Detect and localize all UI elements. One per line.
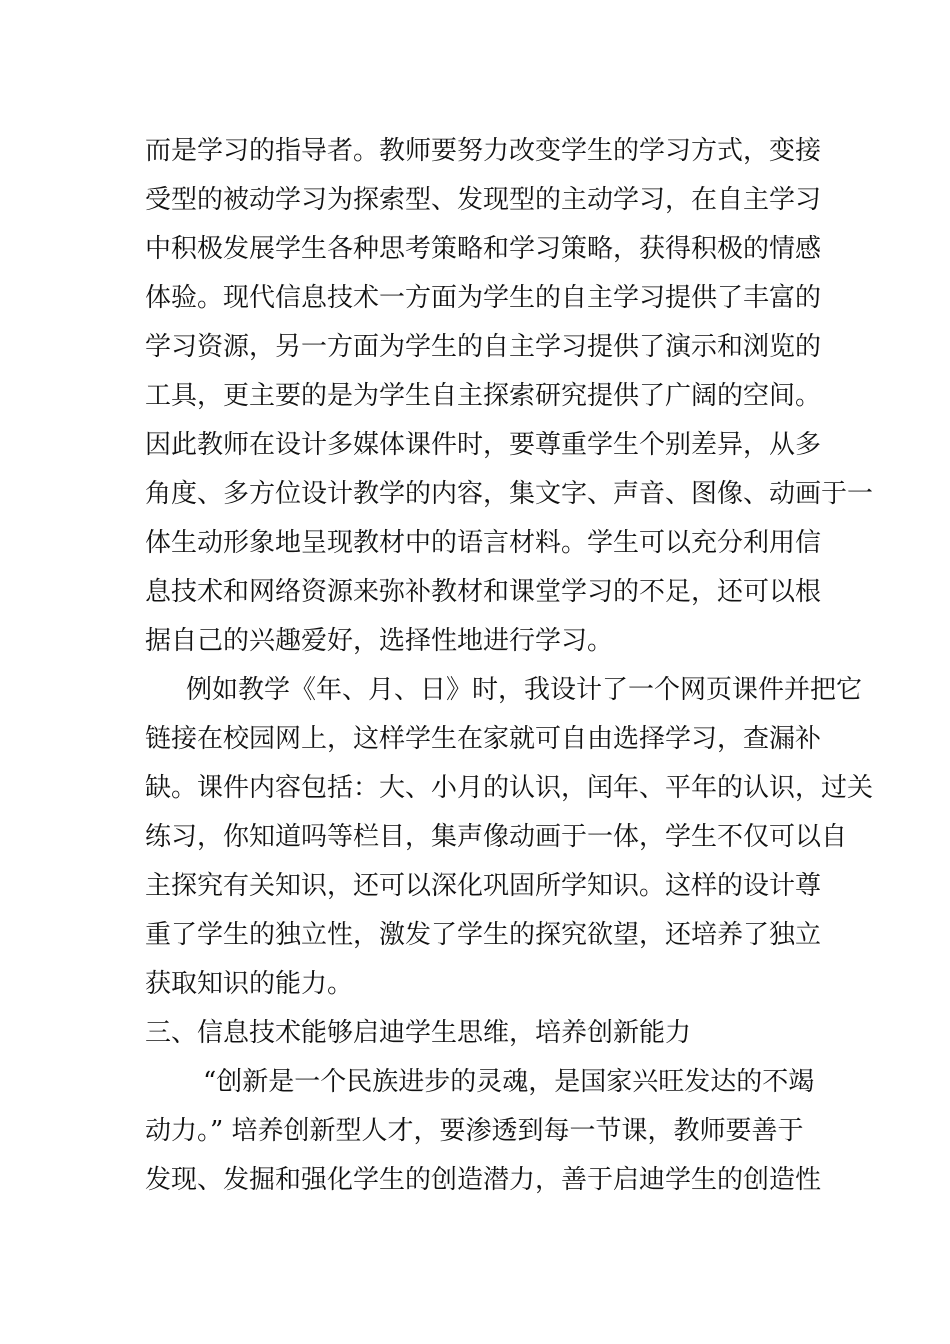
text-line: 链接在校园网上，这样学生在家就可自由选择学习，查漏补 xyxy=(145,724,822,754)
text-line: 练习，你知道吗等栏目，集声像动画于一体，学生不仅可以自 xyxy=(145,822,848,852)
text-line: “创新是一个民族进步的灵魂，是国家兴旺发达的不竭 xyxy=(203,1067,815,1097)
text-line: 工具，更主要的是为学生自主探索研究提供了广阔的空间。 xyxy=(145,381,822,411)
text-line: 重了学生的独立性，激发了学生的探究欲望，还培养了独立 xyxy=(145,920,822,950)
section-heading: 三、信息技术能够启迪学生思维，培养创新能力 xyxy=(145,1018,692,1048)
text-line: 体验。现代信息技术一方面为学生的自主学习提供了丰富的 xyxy=(145,283,822,313)
paragraph-3 xyxy=(145,1058,822,1205)
paragraph-1 xyxy=(145,127,874,666)
text-line: 据自己的兴趣爱好，选择性地进行学习。 xyxy=(145,626,614,656)
text-line: 体生动形象地呈现教材中的语言材料。学生可以充分利用信 xyxy=(145,528,822,558)
text-line: 主探究有关知识，还可以深化巩固所学知识。这样的设计尊 xyxy=(145,871,822,901)
text-line: 角度、多方位设计教学的内容，集文字、声音、图像、动画于一 xyxy=(145,479,874,509)
text-line: 发现、发掘和强化学生的创造潜力，善于启迪学生的创造性 xyxy=(145,1165,822,1195)
text-line: 学习资源，另一方面为学生的自主学习提供了演示和浏览的 xyxy=(145,332,822,362)
paragraph-2 xyxy=(145,666,874,1009)
text-line: 获取知识的能力。 xyxy=(145,969,354,999)
text-line: 例如教学《年、月、日》时，我设计了一个网页课件并把它 xyxy=(186,675,863,705)
text-line: 息技术和网络资源来弥补教材和课堂学习的不足，还可以根 xyxy=(145,577,822,607)
document-body xyxy=(145,127,874,1205)
text-line: 而是学习的指导者。教师要努力改变学生的学习方式，变接 xyxy=(145,136,822,166)
text-line: 因此教师在设计多媒体课件时，要尊重学生个别差异，从多 xyxy=(145,430,822,460)
text-line: 动力。” 培养创新型人才，要渗透到每一节课，教师要善于 xyxy=(145,1116,804,1146)
text-line: 缺。课件内容包括：大、小月的认识，闰年、平年的认识，过关 xyxy=(145,773,874,803)
text-line: 中积极发展学生各种思考策略和学习策略，获得积极的情感 xyxy=(145,234,822,264)
text-line: 受型的被动学习为探索型、发现型的主动学习，在自主学习 xyxy=(145,185,822,215)
